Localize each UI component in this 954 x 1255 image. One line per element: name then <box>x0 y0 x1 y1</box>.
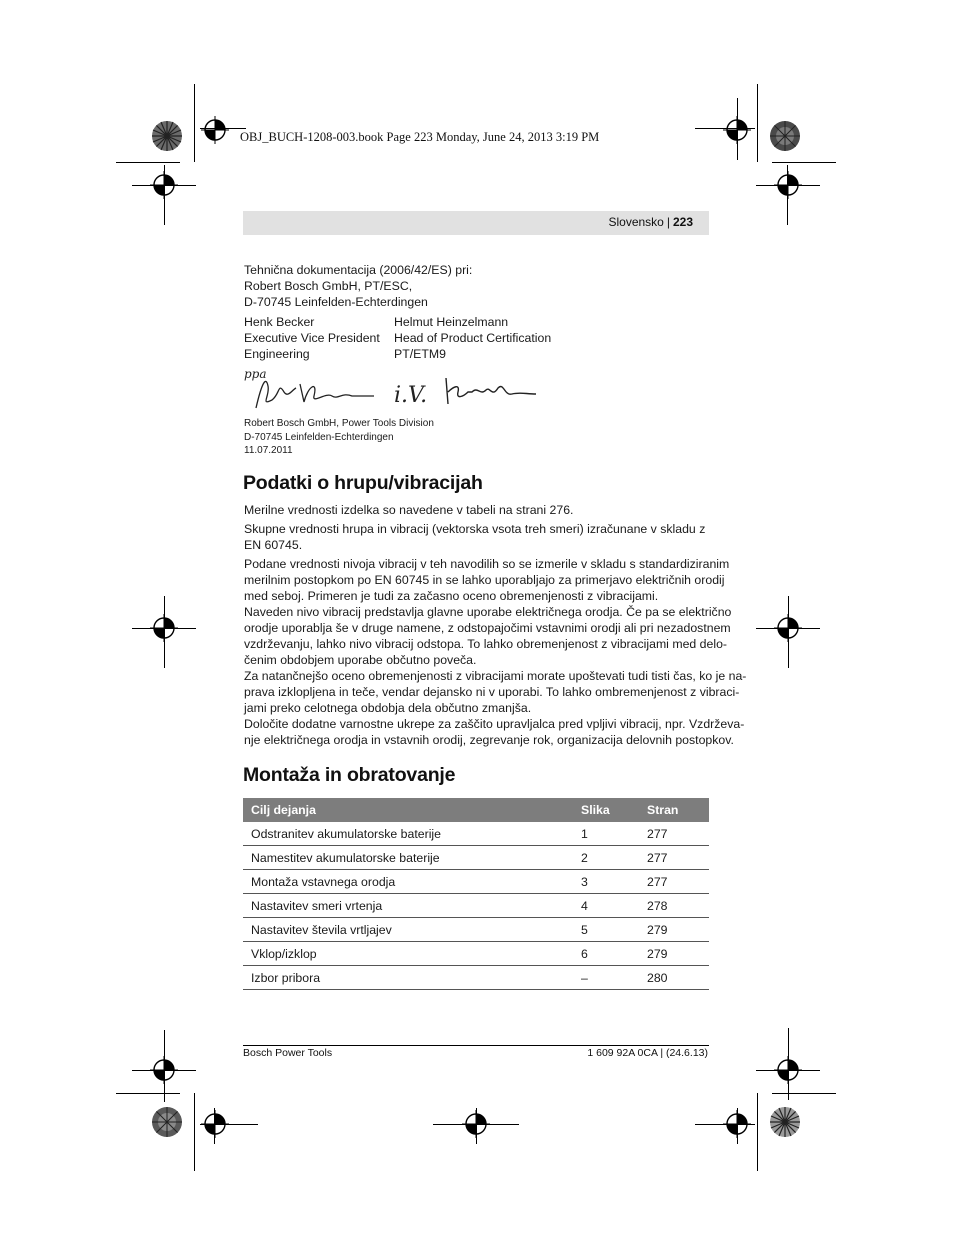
text-line: med seboj. Primeren je tudi za začasno oceno obremenjenosti z vibracijami. <box>244 589 659 603</box>
table-row <box>243 822 709 846</box>
column-header-page: Stran <box>639 798 709 822</box>
cell-figure: 3 <box>573 870 639 894</box>
handwritten-signatures <box>242 362 542 418</box>
registration-target-icon <box>150 614 178 642</box>
header-separator: | <box>666 215 670 229</box>
text-line: merilnim postopkom po EN 60745 in se lahko uporabljajo za primerjavo električnih orodij <box>244 573 725 587</box>
cell-page: 277 <box>639 846 709 870</box>
cell-page: 277 <box>639 822 709 846</box>
doc-line: Tehnična dokumentacija (2006/42/ES) pri: <box>244 263 473 277</box>
cell-figure: – <box>573 966 639 990</box>
text-line: Podane vrednosti nivoja vibracij v teh navodilih so se izmerile v skladu s standardiziranim <box>244 557 730 571</box>
signer-left <box>244 314 394 362</box>
text-line: Naveden nivo vibracij predstavlja glavne uporabe električnega orodja. Če pa se električno <box>244 605 732 619</box>
column-header-figure: Slika <box>573 798 639 822</box>
registration-target-icon <box>774 171 802 199</box>
cell-action: Namestitev akumulatorske baterije <box>243 846 573 870</box>
page-header <box>243 211 709 235</box>
signer-name: Henk Becker <box>244 315 315 329</box>
text-line: orodje uporablja še v druge namene, z odstopajočimi vstavnimi orodji ali pri nezadostnem <box>244 621 731 635</box>
section-title-noise: Podatki o hrupu/vibracijah <box>243 472 483 494</box>
registration-target-icon <box>774 1056 802 1084</box>
registration-target-icon <box>723 116 751 144</box>
page-number: 223 <box>672 215 693 229</box>
print-star-target-icon <box>151 120 183 152</box>
cell-action: Nastavitev smeri vrtenja <box>243 894 573 918</box>
cell-figure: 4 <box>573 894 639 918</box>
signer-dept: Engineering <box>244 347 310 361</box>
column-header-action: Cilj dejanja <box>243 798 573 822</box>
signer-dept: PT/ETM9 <box>394 347 446 361</box>
cell-action: Montaža vstavnega orodja <box>243 870 573 894</box>
cell-action: Nastavitev števila vrtljajev <box>243 918 573 942</box>
table-row <box>243 966 709 990</box>
text-line: vzdrževanju, lahko nivo vibracij odstopa. To lahko obremenjenost z vibracijami med delo- <box>244 637 728 651</box>
company-name: Robert Bosch GmbH, Power Tools Division <box>244 418 434 429</box>
print-star-target-icon <box>151 1106 183 1138</box>
signer-title: Head of Product Certification <box>394 331 552 345</box>
doc-line: Robert Bosch GmbH, PT/ESC, <box>244 279 413 293</box>
company-info <box>244 417 714 458</box>
text-line: Za natančnejšo oceno obremenjenosti z vibracijami morate upoštevati tudi tisti čas, ko je na- <box>244 669 747 683</box>
table-row <box>243 870 709 894</box>
print-star-target-icon <box>769 1106 801 1138</box>
cell-page: 279 <box>639 918 709 942</box>
table-row <box>243 846 709 870</box>
print-file-info: OBJ_BUCH-1208-003.book Page 223 Monday, June 24, 2013 3:19 PM <box>240 130 600 144</box>
registration-target-icon <box>201 116 229 144</box>
registration-target-icon <box>774 614 802 642</box>
noise-paragraph-1 <box>244 502 714 518</box>
operation-table <box>243 798 709 990</box>
footer-brand: Bosch Power Tools <box>243 1047 333 1059</box>
text-line: EN 60745. <box>244 538 303 552</box>
cell-figure: 1 <box>573 822 639 846</box>
noise-paragraph-3 <box>244 556 747 748</box>
cell-action: Izbor pribora <box>243 966 573 990</box>
cell-figure: 2 <box>573 846 639 870</box>
cell-action: Odstranitev akumulatorske baterije <box>243 822 573 846</box>
signer-title: Executive Vice President <box>244 331 380 345</box>
registration-target-icon <box>723 1110 751 1138</box>
cell-figure: 6 <box>573 942 639 966</box>
company-address: D-70745 Leinfelden-Echterdingen <box>244 431 394 443</box>
footer-divider <box>243 1045 709 1046</box>
signature-ppa: ppa <box>244 367 267 381</box>
cell-page: 278 <box>639 894 709 918</box>
cell-page: 280 <box>639 966 709 990</box>
registration-target-icon <box>150 171 178 199</box>
text-line: Določite dodatne varnostne ukrepe za zaščito upravljalca pred vpljivi vibracij, npr. Vzdrževa- <box>244 717 745 731</box>
registration-target-icon <box>150 1056 178 1084</box>
cell-page: 279 <box>639 942 709 966</box>
text-line: nje električnega orodja in vstavnih orodij, zegrevanje rok, organizacija delovnih postopkov. <box>244 733 734 747</box>
text-line: čenim obdobjem uporabe občutno poveča. <box>244 653 477 667</box>
doc-line: D-70745 Leinfelden-Echterdingen <box>244 295 428 309</box>
cell-action: Vklop/izklop <box>243 942 573 966</box>
table-header-row <box>243 798 709 822</box>
table-row <box>243 942 709 966</box>
signer-right <box>394 314 594 362</box>
registration-target-icon <box>201 1110 229 1138</box>
signer-name: Helmut Heinzelmann <box>394 315 509 329</box>
technical-documentation <box>244 262 714 310</box>
table-row <box>243 894 709 918</box>
text-line: jami preko celotnega obdobja dela občutno zmanjša. <box>244 701 532 715</box>
noise-paragraph-2 <box>244 521 714 553</box>
header-section-label: Slovensko <box>608 215 664 229</box>
cell-page: 277 <box>639 870 709 894</box>
text-line: Merilne vrednosti izdelka so navedene v tabeli na strani 276. <box>244 503 574 517</box>
table-row <box>243 918 709 942</box>
registration-target-icon <box>462 1110 490 1138</box>
text-line: prava izklopljena in teče, vendar dejansko ni v uporabi. To lahko ombremenjenost z vibraci- <box>244 685 740 699</box>
signature-iv: i.V. <box>394 383 428 408</box>
cell-figure: 5 <box>573 918 639 942</box>
footer-doc-number: 1 609 92A 0CA | (24.6.13) <box>587 1047 708 1059</box>
declaration-date: 11.07.2011 <box>244 445 293 456</box>
print-star-target-icon <box>769 120 801 152</box>
section-title-operation: Montaža in obratovanje <box>243 764 456 786</box>
text-line: Skupne vrednosti hrupa in vibracij (vektorska vsota treh smeri) izračunane v skladu z <box>244 522 706 536</box>
